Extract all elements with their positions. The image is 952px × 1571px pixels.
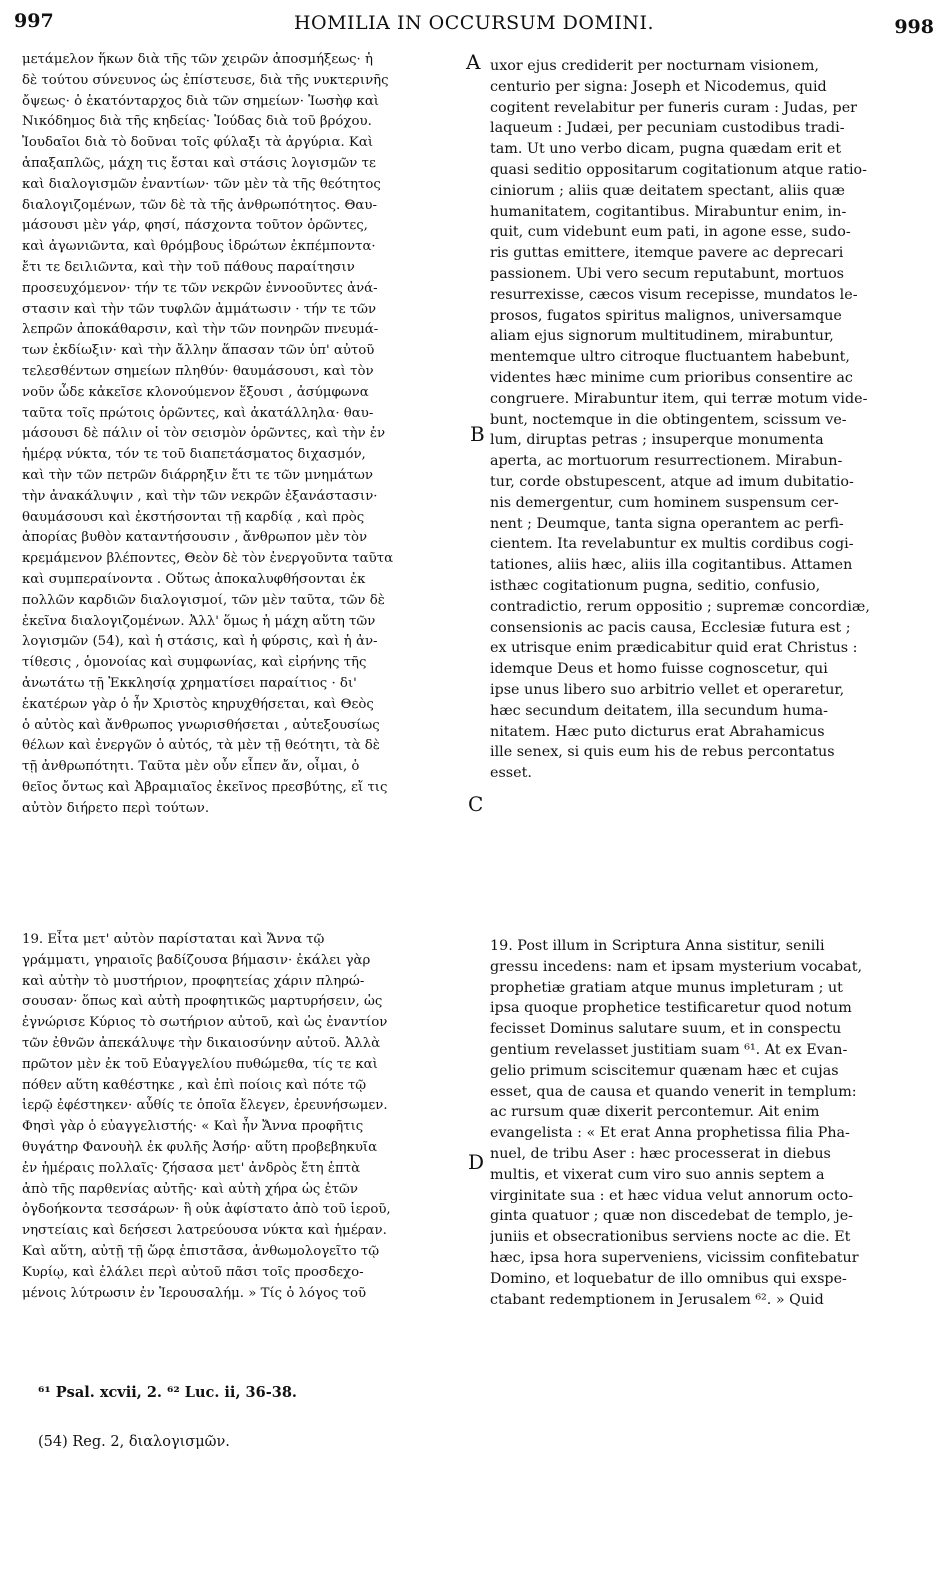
page-header — [14, 10, 934, 40]
text-line: prophetiæ gratiam atque munus impleturam ; ut — [490, 979, 843, 996]
text-line: uxor ejus crediderit per nocturnam visionem, — [490, 58, 819, 74]
margin-marker-c: C — [468, 792, 484, 816]
text-line: των ἐκδίωξιν· καὶ τὴν ἄλλην ἅπασαν τῶν ὑπ' αὐτοῦ — [22, 343, 375, 359]
text-line: ac rursum quæ dixerit percontemur. Ait enim — [490, 1104, 820, 1121]
text-line: 19. Post illum in Scriptura Anna sistitur, senili — [490, 938, 825, 954]
text-line: esset. — [490, 765, 532, 782]
text-line: resurrexisse, cæcos visum recepisse, mundatos le- — [490, 286, 858, 303]
latin-column-part1 — [490, 56, 938, 784]
text-line: ὄψεως· ὁ ἑκατόνταρχος διὰ τῶν σημείων· Ἰωσὴφ καὶ — [22, 93, 380, 109]
text-line: μένοις λύτρωσιν ἐν Ἱερουσαλήμ. » Τίς ὁ λόγος τοῦ — [22, 1285, 367, 1301]
text-line: laqueum : Judæi, per pecuniam custodibus tradi- — [490, 120, 845, 137]
text-line: ἔτι τε δειλιῶντα, καὶ τὴν τοῦ πάθους παραίτησιν — [22, 259, 355, 275]
text-line: ille senex, si quis eum his de rebus percontatus — [490, 744, 835, 761]
text-line: τίθεσις , ὁμονοίας καὶ συμφωνίας, καὶ εἰρήνης τῆς — [22, 655, 367, 671]
running-title: HOMILIA IN OCCURSUM DOMINI. — [293, 12, 655, 34]
text-line: λογισμῶν (54), καὶ ἡ στάσις, καὶ ἡ φύρσις, καὶ ἡ ἀν- — [22, 634, 378, 650]
text-line: νοῦν ὧδε κἀκεῖσε κλονούμενον ἕξουσι , ἀσύμφωνα — [22, 384, 369, 400]
text-line: ἀπὸ τῆς παρθενίας αὐτῆς· καὶ αὐτὴ χήρα ὡς ἐτῶν — [22, 1181, 358, 1197]
text-line: ἀπορίας βυθὸν καταντήσουσιν , ἄνθρωπον μὲν τὸν — [22, 530, 368, 546]
text-line: nis demergentur, cum hominem suspensum cer- — [490, 494, 839, 511]
text-line: nent ; Deumque, tanta signa operantem ac perfi- — [490, 515, 844, 532]
text-line: ἁπαξαπλῶς, μάχη τις ἔσται καὶ στάσις λογισμῶν τε — [22, 155, 376, 171]
text-line: τὴν ἀνακάλυψιν , καὶ τὴν τῶν νεκρῶν ἐξανάστασιν· — [22, 488, 378, 504]
text-line: quit, cum videbunt eum pati, in agone esse, sudo- — [490, 224, 851, 241]
text-line: ἡμέρᾳ νύκτα, τόν τε τοῦ διαπετάσματος διχασμόν, — [22, 447, 366, 463]
text-line: tam. Ut uno verbo dicam, pugna quædam erit et — [490, 141, 842, 158]
text-line: θέλων καὶ ἐνεργῶν ὁ αὐτός, τὰ μὲν τῇ θεότητι, τὰ δὲ — [22, 738, 380, 754]
text-line: nitatem. Hæc puto dicturus erat Abrahamicus — [490, 723, 825, 740]
text-line: καὶ διαλογισμῶν ἐναντίων· τῶν μὲν τὰ τῆς θεότητος — [22, 176, 381, 192]
text-line: διαλογιζομένων, τῶν δὲ τὰ τῆς ἀνθρωπότητος. Θαυ- — [22, 197, 377, 213]
text-line: κρεμάμενον βλέποντες, Θεὸν δὲ τὸν ἐνεργοῦντα ταῦτα — [22, 551, 394, 567]
text-line: ciniorum ; aliis quæ deitatem spectant, aliis quæ — [490, 182, 845, 199]
text-line: mentemque ultro citroque fluctuantem habebunt, — [490, 349, 850, 366]
text-line: Domino, et loquebatur de illo omnibus qui exspe- — [490, 1270, 847, 1287]
text-line: ex utrisque enim prædicabitur quid erat Christus : — [490, 640, 858, 657]
page-number-left: 997 — [14, 10, 54, 32]
text-line: αὐτὸν διήρετο περὶ τούτων. — [22, 800, 210, 816]
text-line: ipse unus libero suo arbitrio vellet et operaretur, — [490, 681, 845, 698]
text-line: ἑκατέρων γὰρ ὁ ἦν Χριστὸς κηρυχθήσεται, καὶ Θεὸς — [22, 696, 374, 712]
text-line: γράμματι, γηραιοῖς βαδίζουσα βήμασιν· ἐκάλει γὰρ — [22, 952, 371, 968]
text-line: humanitatem, cogitantibus. Mirabuntur enim, in- — [490, 203, 847, 220]
text-line: virginitate sua : et hæc vidua velut annorum octo- — [490, 1187, 854, 1204]
text-line: isthæc cogitationum pugna, seditio, confusio, — [490, 577, 821, 594]
text-line: aliam ejus signorum multitudinem, mirabuntur, — [490, 328, 834, 345]
text-line: Ἰουδαῖοι διὰ τὸ δοῦναι τοῖς φύλαξι τὰ ἀργύρια. Καὶ — [22, 135, 374, 151]
text-line: videntes hæc minime cum prioribus consentire ac — [490, 369, 853, 386]
text-line: tationes, aliis hæc, aliis illa cogitantibus. Attamen — [490, 557, 853, 574]
text-line: fecisset Dominus salutare suum, et in conspectu — [490, 1021, 842, 1038]
text-line: aperta, ac mortuorum resurrectionem. Mirabun- — [490, 453, 843, 470]
text-line: lum, diruptas petras ; insuperque monumenta — [490, 432, 824, 449]
text-line: ἐν ἡμέραις πολλαῖς· ζήσασα μετ' ἀνδρὸς ἔτη ἑπτὰ — [22, 1160, 361, 1176]
footnote-variant: (54) Reg. 2, διαλογισμῶν. — [38, 1434, 230, 1450]
text-line: cogitent revelabitur per funeris curam : Judas, per — [490, 99, 857, 116]
text-line: ὁ αὐτὸς καὶ ἄνθρωπος γνωρισθήσεται , αὐτεξουσίως — [22, 717, 380, 733]
text-line: πόθεν αὕτη καθέστηκε , καὶ ἐπὶ ποίοις καὶ πότε τῷ — [22, 1077, 367, 1093]
text-line: ἐκεῖνα διαλογιζομένων. Ἀλλ' ὅμως ἡ μάχη αὕτη τῶν — [22, 613, 376, 629]
text-line: μετάμελον ἥκων διὰ τῆς τῶν χειρῶν ἀποσμήξεως· ἡ — [22, 52, 373, 67]
text-line: καὶ αὐτὴν τὸ μυστήριον, προφητείας χάριν πληρώ- — [22, 973, 365, 989]
text-line: centurio per signa: Joseph et Nicodemus, quid — [490, 78, 827, 95]
text-line: gentium revelasset justitiam suam ⁶¹. At ex Evan- — [490, 1041, 848, 1058]
text-line: ἱερῷ ἐφέστηκεν· αὖθίς τε ὁποῖα ἔλεγεν, ἐρευνήσωμεν. — [22, 1098, 388, 1114]
text-line: ἐγνώρισε Κύριος τὸ σωτήριον αὐτοῦ, καὶ ὡς ἐναντίον — [22, 1015, 388, 1031]
text-line: esset, qua de causa et quando venerit in templum: — [490, 1083, 857, 1100]
text-line: passionem. Ubi vero secum reputabunt, mortuos — [490, 265, 845, 282]
text-line: ris guttas emittere, itemque pavere ac deprecari — [490, 245, 844, 262]
text-line: evangelista : « Et erat Anna prophetissa filia Pha- — [490, 1125, 850, 1142]
text-line: ctabant redemptionem in Jerusalem ⁶². » Quid — [490, 1291, 824, 1308]
footnote-references: ⁶¹ Psal. xcvii, 2. ⁶² Luc. ii, 36-38. — [38, 1384, 297, 1401]
text-line: Καὶ αὕτη, αὐτῇ τῇ ὥρᾳ ἐπιστᾶσα, ἀνθωμολογεῖτο τῷ — [22, 1243, 380, 1259]
text-line: τῇ ἀνθρωπότητι. Ταῦτα μὲν οὖν εἶπεν ἄν, οἶμαι, ὁ — [22, 759, 360, 775]
text-line: hæc secundum deitatem, illa secundum huma- — [490, 702, 828, 719]
text-line: καὶ συμπεραίνοντα . Οὕτως ἀποκαλυφθήσονται ἐκ — [22, 571, 366, 587]
text-line: καὶ ἀγωνιῶντα, καὶ θρόμβους ἱδρώτων ἐκπέμποντα· — [22, 239, 376, 255]
text-line: θεῖος ὄντως καὶ Ἀβραμιαῖος ἐκεῖνος πρεσβύτης, εἴ τις — [22, 779, 388, 795]
text-line: quasi seditio oppositarum cogitationum atque ratio- — [490, 161, 867, 178]
text-line: θυγάτηρ Φανουὴλ ἐκ φυλῆς Ἀσήρ· αὕτη προβεβηκυῖα — [22, 1139, 378, 1155]
text-line: Φησὶ γὰρ ὁ εὐαγγελιστής· « Καὶ ἦν Ἄννα προφῆτις — [22, 1119, 364, 1135]
greek-column-part2 — [22, 930, 456, 1304]
text-line: gelio primum sciscitemur quænam hæc et cujas — [490, 1062, 839, 1079]
greek-column-part1 — [22, 50, 456, 819]
text-line: bunt, noctemque in die obtingentem, scissum ve- — [490, 411, 847, 428]
text-line: μάσουσι μὲν γάρ, φησί, πάσχοντα τοῦτον ὁρῶντες, — [22, 218, 368, 234]
text-line: prosos, fugatos spiritus malignos, universamque — [490, 307, 842, 324]
text-line: πρῶτον μὲν ἐκ τοῦ Εὐαγγελίου πυθώμεθα, τίς τε καὶ — [22, 1056, 378, 1072]
margin-marker-b: B — [470, 422, 485, 446]
margin-marker-d: D — [468, 1150, 485, 1174]
text-line: τῶν ἐθνῶν ἀπεκάλυψε τὴν δικαιοσύνην αὐτοῦ. Ἀλλὰ — [22, 1035, 381, 1051]
text-line: Νικόδημος διὰ τῆς κηδείας· Ἰούδας διὰ τοῦ βρόχου. — [22, 114, 372, 130]
text-line: juniis et obsecrationibus serviens nocte ac die. Et — [490, 1229, 851, 1246]
text-line: 19. Εἶτα μετ' αὐτὸν παρίσταται καὶ Ἄννα τῷ — [22, 932, 325, 947]
text-line: δὲ τούτου σύνευνος ὡς ἐπίστευσε, διὰ τῆς νυκτερινῆς — [22, 72, 389, 88]
text-line: Κυρίῳ, καὶ ἐλάλει περὶ αὐτοῦ πᾶσι τοῖς προσδεχο- — [22, 1264, 364, 1280]
text-line: θαυμάσουσι καὶ ἐκστήσονται τῇ καρδίᾳ , καὶ πρὸς — [22, 509, 365, 525]
text-line: congruere. Mirabuntur item, qui terræ motum vide- — [490, 390, 868, 407]
latin-column-part2 — [490, 936, 938, 1310]
text-line: cientem. Ita revelabuntur ex multis cordibus cogi- — [490, 536, 854, 553]
text-line: ἀνωτάτω τῇ Ἐκκλησίᾳ χρηματίσει παραίτιος · δι' — [22, 675, 357, 691]
text-line: ipsa quoque prophetice testificaretur quod notum — [490, 1000, 852, 1017]
text-line: ταῦτα τοῖς πρώτοις ὁρῶντες, καὶ ἀκατάλληλα· θαυ- — [22, 405, 374, 421]
text-line: μάσουσι δὲ πάλιν οἱ τὸν σεισμὸν ὁρῶντες, καὶ τὴν ἐν — [22, 426, 386, 442]
text-line: σουσαν· ὅπως καὶ αὐτὴ προφητικῶς μαρτυρήσειν, ὡς — [22, 994, 383, 1010]
text-line: πολλῶν καρδιῶν διαλογισμοί, τῶν μὲν ταῦτα, τῶν δὲ — [22, 592, 385, 608]
text-line: ὀγδοήκοντα τεσσάρων· ἣ οὐκ ἀφίστατο ἀπὸ τοῦ ἱεροῦ, — [22, 1202, 391, 1218]
margin-marker-a: A — [466, 50, 481, 74]
text-line: τελεσθέντων σημείων πληθύν· θαυμάσουσι, καὶ τὸν — [22, 363, 374, 379]
text-line: contradictio, rerum oppositio ; supremæ concordiæ, — [490, 598, 870, 615]
text-line: λεπρῶν ἀποκάθαρσιν, καὶ τὴν τῶν πονηρῶν πνευμά- — [22, 322, 379, 338]
text-line: προσευχόμενον· τήν τε τῶν νεκρῶν ἐννοοῦντες ἀνά- — [22, 280, 378, 296]
page-number-right: 998 — [894, 16, 934, 38]
text-line: consensionis ac pacis causa, Ecclesiæ futura est ; — [490, 619, 851, 636]
text-line: tur, corde obstupescent, atque ad imum dubitatio- — [490, 473, 854, 490]
text-line: multis, et vixerat cum viro suo annis septem a — [490, 1166, 825, 1183]
text-line: hæc, ipsa hora superveniens, vicissim confitebatur — [490, 1249, 859, 1266]
text-line: καὶ τὴν τῶν πετρῶν διάρρηξιν ἔτι τε τῶν μνημάτων — [22, 467, 373, 483]
text-line: ginta quatuor ; quæ non discedebat de templo, je- — [490, 1208, 854, 1225]
text-line: στασιν καὶ τὴν τῶν τυφλῶν ἀμμάτωσιν · τήν τε τῶν — [22, 301, 377, 317]
text-line: gressu incedens: nam et ipsam mysterium vocabat, — [490, 958, 862, 975]
text-line: νηστείαις καὶ δεήσεσι λατρεύουσα νύκτα καὶ ἡμέραν. — [22, 1223, 387, 1239]
text-line: nuel, de tribu Aser : hæc processerat in diebus — [490, 1145, 831, 1162]
text-line: idemque Deus et homo fuisse cognoscetur, qui — [490, 661, 828, 678]
